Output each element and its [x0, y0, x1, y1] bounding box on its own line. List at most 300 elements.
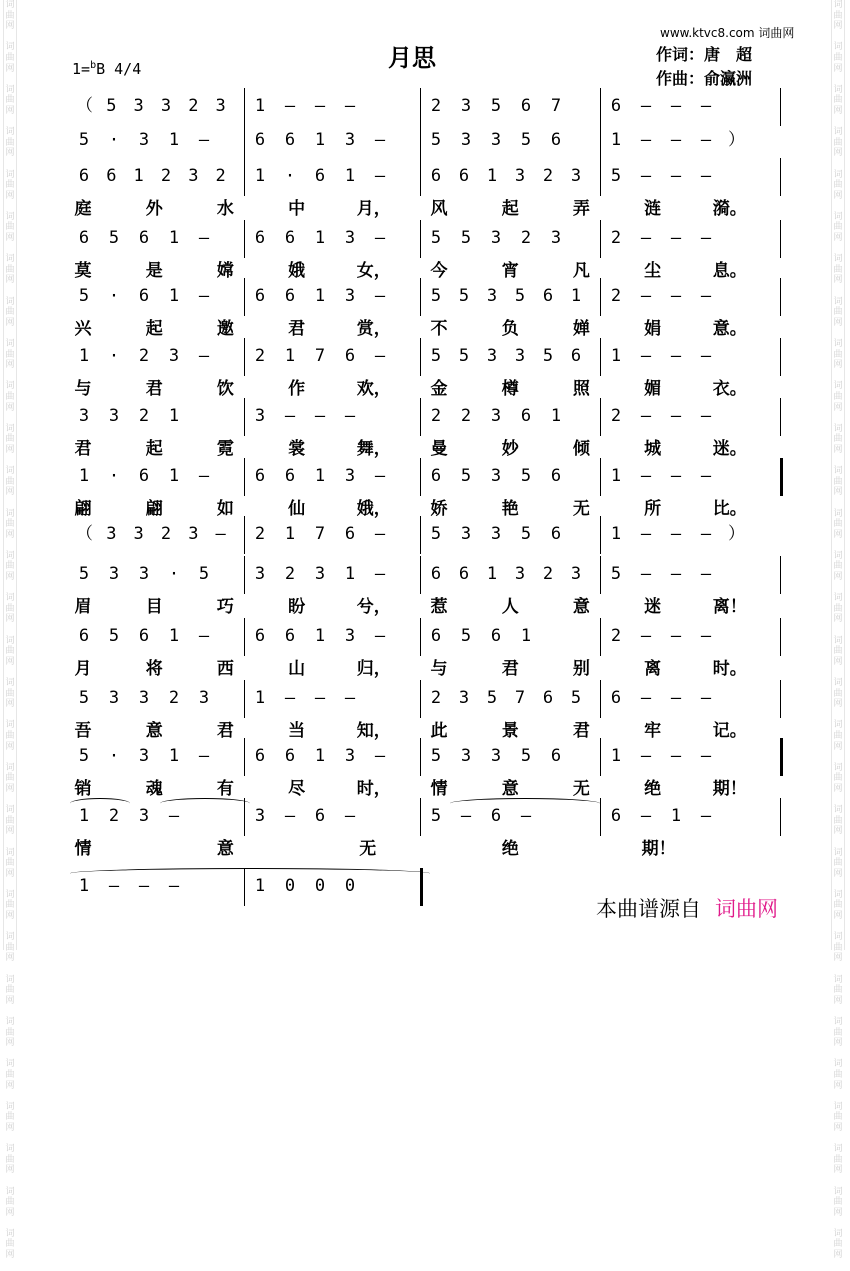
watermark-char: 曲 — [5, 95, 15, 106]
lyric-char: 外 — [145, 199, 163, 219]
lyric-char: 舞， — [356, 439, 391, 459]
watermark-gap — [4, 1218, 16, 1229]
jianpu-note: 6 — [550, 524, 562, 544]
jianpu-note: 6 — [430, 166, 442, 186]
jianpu-note: 3 — [490, 466, 502, 486]
bar-line — [244, 88, 245, 126]
dash-note: — — [640, 466, 652, 486]
lyric-char: 弄 — [572, 199, 590, 219]
jianpu-note: 3 — [486, 286, 498, 306]
jianpu-note: 2 — [108, 806, 120, 826]
bar-line — [600, 122, 601, 160]
watermark-char: 词 — [833, 1186, 843, 1197]
watermark-char: 网 — [833, 63, 843, 74]
watermark-char: 曲 — [833, 942, 843, 953]
jianpu-note: 1 — [78, 466, 90, 486]
bar-line — [780, 158, 781, 196]
dash-note: — — [700, 96, 712, 116]
dash-note: — — [374, 564, 386, 584]
bar-line — [780, 680, 781, 718]
lyric-char: 金 — [430, 379, 448, 399]
watermark-char: 曲 — [5, 519, 15, 530]
watermark-char: 曲 — [5, 900, 15, 911]
jianpu-note: 2 — [160, 166, 172, 186]
jianpu-note: 7 — [514, 688, 526, 708]
jianpu-note: 1 — [168, 746, 180, 766]
dash-note: — — [670, 166, 682, 186]
lyric-char: 归， — [356, 659, 391, 679]
watermark-char: 网 — [833, 105, 843, 116]
watermark-char: 网 — [833, 953, 843, 964]
lyric-char: 仙 — [288, 499, 306, 519]
bar-line — [600, 738, 601, 776]
watermark-char: 词 — [833, 296, 843, 307]
bar-line — [244, 122, 245, 160]
watermark-char: 网 — [5, 529, 15, 540]
dash-note: — — [700, 286, 712, 306]
dash-note: — — [520, 806, 532, 826]
bar-line — [600, 220, 601, 258]
watermark-char: 网 — [5, 1122, 15, 1133]
watermark-char: 网 — [833, 1080, 843, 1091]
dash-note: — — [374, 466, 386, 486]
jianpu-note: 5 — [430, 130, 442, 150]
lyric-char: 比。 — [712, 499, 747, 519]
watermark-char: 曲 — [5, 10, 15, 21]
jianpu-note: 1 — [284, 524, 296, 544]
dash-note: — — [198, 228, 210, 248]
lyric-char: 有 — [216, 779, 234, 799]
site-url[interactable]: www.ktvc8.com 词曲网 — [660, 26, 795, 40]
watermark-char: 词 — [5, 127, 15, 138]
jianpu-note: 2 — [215, 166, 226, 186]
lyric-char: 城 — [644, 439, 662, 459]
watermark-char: 网 — [5, 572, 15, 583]
jianpu-note: 6 — [550, 130, 562, 150]
dash-note: — — [344, 406, 356, 426]
bar-line — [780, 556, 781, 594]
jianpu-note: 7 — [314, 346, 326, 366]
watermark-char: 词 — [5, 720, 15, 731]
dash-note: — — [640, 228, 652, 248]
watermark-char: 网 — [5, 741, 15, 752]
watermark-char: 词 — [833, 211, 843, 222]
jianpu-note: 6 — [254, 130, 266, 150]
watermark-char: 曲 — [833, 349, 843, 360]
dash-note: — — [700, 746, 712, 766]
watermark-char: 词 — [5, 296, 15, 307]
watermark-char: 词 — [833, 84, 843, 95]
jianpu-note: 1 — [314, 228, 326, 248]
jianpu-note: 6 — [610, 688, 622, 708]
jianpu-note: 2 — [284, 564, 296, 584]
watermark-char: 词 — [5, 1228, 15, 1239]
watermark-char: 网 — [833, 995, 843, 1006]
jianpu-note: 6 — [314, 806, 326, 826]
jianpu-note: 5 — [430, 228, 442, 248]
watermark-char: 曲 — [5, 307, 15, 318]
jianpu-note: 6 — [284, 130, 296, 150]
jianpu-note: 6 — [610, 96, 622, 116]
jianpu-note: 5 — [198, 564, 210, 584]
jianpu-note: 5 — [108, 228, 120, 248]
dash-note: — — [700, 626, 712, 646]
lyric-char: 女， — [356, 261, 391, 281]
watermark-char: 词 — [5, 381, 15, 392]
watermark-char: 曲 — [833, 646, 843, 657]
dash-note: — — [314, 688, 326, 708]
watermark-char: 曲 — [5, 349, 15, 360]
watermark-char: 词 — [833, 932, 843, 943]
watermark-char: 网 — [5, 826, 15, 837]
lyric-char: 是 — [145, 261, 163, 281]
watermark-char: 网 — [5, 1080, 15, 1091]
dash-note: — — [670, 228, 682, 248]
bar-line — [420, 680, 421, 718]
jianpu-note: 7 — [550, 96, 562, 116]
lyric-char: 君 — [145, 379, 163, 399]
dash-note: — — [374, 626, 386, 646]
watermark-char: 网 — [5, 402, 15, 413]
jianpu-note: · — [108, 346, 120, 366]
lyric-char: 曼 — [430, 439, 448, 459]
watermark-char: 网 — [833, 1250, 843, 1261]
watermark-char: 词 — [5, 466, 15, 477]
jianpu-note: 1 — [168, 130, 180, 150]
watermark-char: 词 — [833, 720, 843, 731]
jianpu-note: 6 — [430, 564, 442, 584]
dash-note: — — [640, 130, 652, 150]
lyric-char: 中 — [288, 199, 306, 219]
jianpu-note: 1 — [168, 466, 180, 486]
lyric-char: 凡 — [572, 261, 590, 281]
watermark-char: 网 — [5, 21, 15, 32]
bar-line — [600, 338, 601, 376]
jianpu-note: 5 — [520, 524, 532, 544]
jianpu-note: 3 — [344, 130, 356, 150]
jianpu-note: 1 — [610, 746, 622, 766]
jianpu-note: 6 — [542, 688, 554, 708]
watermark-char: 曲 — [5, 730, 15, 741]
lyric-char: 艳 — [501, 499, 519, 519]
source-brand[interactable]: 词曲网 — [715, 897, 778, 921]
jianpu-note: 7 — [314, 524, 326, 544]
watermark-char: 曲 — [833, 985, 843, 996]
dash-note: — — [198, 286, 210, 306]
jianpu-note: 2 — [254, 346, 266, 366]
watermark-gap — [4, 1006, 16, 1017]
dash-note: — — [640, 166, 652, 186]
jianpu-note: 0 — [314, 876, 326, 896]
lyric-char: 绝 — [501, 839, 519, 859]
watermark-char: 曲 — [5, 561, 15, 572]
dash-note: — — [198, 466, 210, 486]
bar-line — [244, 516, 245, 554]
lyric-char: 樽 — [501, 379, 519, 399]
watermark-char: 曲 — [833, 1154, 843, 1165]
watermark-char: 曲 — [833, 391, 843, 402]
bar-line — [244, 738, 245, 776]
watermark-char: 曲 — [833, 519, 843, 530]
lyric-char: 迷 — [644, 597, 662, 617]
key-rest: B 4/4 — [96, 60, 142, 78]
lyric-char: 期！ — [641, 839, 676, 859]
bar-line — [420, 516, 421, 554]
dash-note: — — [374, 346, 386, 366]
watermark-char: 曲 — [5, 688, 15, 699]
watermark-char: 曲 — [833, 858, 843, 869]
jianpu-note: 5 — [108, 626, 120, 646]
bar-line — [420, 398, 421, 436]
lyric-char: 媚 — [644, 379, 662, 399]
lyric-char: 尘 — [644, 261, 662, 281]
watermark-char: 词 — [5, 254, 15, 265]
watermark-char: 词 — [5, 508, 15, 519]
dash-note: — — [314, 96, 326, 116]
dash-note: — — [284, 688, 296, 708]
jianpu-note: 1 — [168, 286, 180, 306]
jianpu-note: 3 — [344, 286, 356, 306]
jianpu-note: 3 — [138, 806, 150, 826]
lyric-char: 时。 — [712, 659, 747, 679]
watermark-char: 网 — [833, 614, 843, 625]
lyric-char: 盼 — [288, 597, 306, 617]
jianpu-note: 5 — [486, 688, 498, 708]
jianpu-note: 3 — [133, 524, 144, 544]
lyric-char: 水 — [216, 199, 234, 219]
jianpu-note: （ — [76, 96, 93, 116]
bar-line — [600, 516, 601, 554]
jianpu-note: 3 — [138, 746, 150, 766]
watermark-char: 网 — [833, 1165, 843, 1176]
jianpu-note: 6 — [458, 564, 470, 584]
jianpu-note: 5 — [610, 166, 622, 186]
dash-note: — — [700, 806, 712, 826]
jianpu-note: 5 — [610, 564, 622, 584]
jianpu-note: 3 — [108, 688, 120, 708]
dash-note: — — [344, 806, 356, 826]
watermark-char: 网 — [833, 317, 843, 328]
bar-line — [244, 618, 245, 656]
lyric-char: 销 — [74, 779, 92, 799]
lyric-char: 如 — [216, 499, 234, 519]
jianpu-note: 3 — [550, 228, 562, 248]
watermark-char: 网 — [833, 868, 843, 879]
lyricist-credit: 作词：唐 超 — [656, 45, 753, 64]
watermark-char: 曲 — [5, 1239, 15, 1250]
jianpu-note: 6 — [78, 626, 90, 646]
watermark-char: 词 — [833, 508, 843, 519]
dash-note: — — [640, 564, 652, 584]
dash-note: — — [284, 806, 296, 826]
bar-line — [420, 618, 421, 656]
jianpu-note: 3 — [314, 564, 326, 584]
watermark-gap — [832, 1261, 844, 1271]
jianpu-note: 2 — [138, 406, 150, 426]
lyric-char: 邀 — [216, 319, 234, 339]
watermark-char: 网 — [5, 1207, 15, 1218]
watermark-char: 词 — [833, 805, 843, 816]
jianpu-note: 1 — [314, 626, 326, 646]
watermark-char: 网 — [5, 360, 15, 371]
jianpu-note: 2 — [160, 524, 172, 544]
jianpu-note: 1 — [570, 286, 582, 306]
watermark-char: 词 — [833, 0, 843, 10]
jianpu-note: 6 — [254, 228, 266, 248]
jianpu-note: 3 — [254, 406, 266, 426]
jianpu-note: 3 — [490, 406, 502, 426]
dash-note: — — [314, 406, 326, 426]
jianpu-note: 6 — [138, 286, 150, 306]
lyric-char: 作 — [288, 379, 306, 399]
lyric-char: 山 — [288, 659, 306, 679]
lyric-char: 与 — [430, 659, 448, 679]
watermark-gap — [4, 964, 16, 975]
dash-note: — — [344, 688, 356, 708]
jianpu-note: 6 — [430, 466, 442, 486]
jianpu-note: 1 — [254, 876, 266, 896]
bar-line — [244, 458, 245, 496]
watermark-char: 网 — [833, 444, 843, 455]
lyric-char: 负 — [501, 319, 519, 339]
jianpu-note: 0 — [344, 876, 356, 896]
watermark-char: 网 — [833, 1207, 843, 1218]
dash-note: — — [374, 130, 386, 150]
jianpu-note: 6 — [458, 166, 470, 186]
watermark-char: 词 — [833, 1228, 843, 1239]
bar-line — [600, 680, 601, 718]
slur-mark — [160, 798, 250, 809]
dash-note: — — [374, 286, 386, 306]
watermark-char: 词 — [833, 762, 843, 773]
jianpu-note: 3 — [133, 96, 144, 116]
jianpu-note: · — [108, 130, 120, 150]
bar-line — [420, 798, 421, 836]
jianpu-note: 3 — [108, 564, 120, 584]
bar-line — [780, 278, 781, 316]
lyric-char: 离 — [644, 659, 662, 679]
lyric-char: 人 — [501, 597, 519, 617]
watermark-char: 曲 — [833, 730, 843, 741]
watermark-char: 曲 — [833, 1069, 843, 1080]
dash-note: — — [168, 806, 180, 826]
watermark-char: 词 — [5, 42, 15, 53]
watermark-char: 词 — [833, 678, 843, 688]
watermark-char: 网 — [833, 148, 843, 159]
jianpu-note: 6 — [430, 626, 442, 646]
jianpu-note: 3 — [490, 746, 502, 766]
jianpu-note: 5 — [460, 466, 472, 486]
lyric-char: 娥 — [288, 261, 306, 281]
source-footer — [596, 893, 778, 923]
jianpu-note: 3 — [460, 524, 472, 544]
watermark-gap — [832, 1006, 844, 1017]
jianpu-note: 3 — [460, 96, 472, 116]
watermark-char: 词 — [5, 889, 15, 900]
jianpu-note: 5 — [78, 130, 90, 150]
dash-note: — — [700, 228, 712, 248]
jianpu-note: 3 — [78, 406, 90, 426]
watermark-char: 曲 — [5, 391, 15, 402]
jianpu-note: 3 — [138, 688, 150, 708]
watermark-char: 曲 — [5, 646, 15, 657]
lyric-char: 眉 — [74, 597, 92, 617]
watermark-char: 曲 — [833, 222, 843, 233]
jianpu-note: 2 — [610, 626, 622, 646]
jianpu-note: 3 — [168, 346, 180, 366]
jianpu-note: 3 — [514, 564, 526, 584]
jianpu-note: 3 — [570, 166, 582, 186]
jianpu-note: 6 — [254, 626, 266, 646]
dash-note: — — [198, 746, 210, 766]
jianpu-note: 6 — [138, 626, 150, 646]
watermark-char: 词 — [5, 1017, 15, 1027]
watermark-char: 词 — [5, 1144, 15, 1155]
jianpu-note: 1 — [610, 346, 622, 366]
dash-note: — — [700, 688, 712, 708]
watermark-char: 词 — [5, 211, 15, 222]
jianpu-note: 1 — [78, 806, 90, 826]
bar-line — [420, 278, 421, 316]
jianpu-note: 1 — [610, 524, 622, 544]
watermark-char: 曲 — [5, 180, 15, 191]
watermark-char: 曲 — [5, 476, 15, 487]
dash-note: — — [700, 524, 712, 544]
jianpu-note: 1 — [254, 166, 266, 186]
jianpu-note: 1 — [314, 466, 326, 486]
watermark-char: 网 — [833, 529, 843, 540]
watermark-char: 词 — [5, 847, 15, 858]
watermark-gap — [4, 1091, 16, 1102]
watermark-char: 曲 — [833, 688, 843, 699]
dash-note: — — [670, 626, 682, 646]
jianpu-note: 1 — [314, 746, 326, 766]
lyric-char: 月 — [74, 659, 92, 679]
watermark-char: 曲 — [833, 603, 843, 614]
dash-note: — — [670, 406, 682, 426]
jianpu-note: 1 — [254, 96, 266, 116]
lyric-char: 离！ — [712, 597, 747, 617]
lyric-char: 知， — [356, 721, 391, 741]
jianpu-note: 5 — [106, 96, 117, 116]
watermark-char: 曲 — [833, 307, 843, 318]
jianpu-note: 2 — [168, 688, 180, 708]
jianpu-note: 1 — [78, 876, 90, 896]
jianpu-note: 3 — [188, 524, 199, 544]
watermark-char: 曲 — [833, 434, 843, 445]
lyric-char: 君 — [501, 659, 519, 679]
watermark-char: 网 — [5, 444, 15, 455]
jianpu-note: 2 — [610, 286, 622, 306]
jianpu-note: 5 — [430, 746, 442, 766]
dash-note: — — [198, 130, 210, 150]
dash-note: — — [700, 406, 712, 426]
jianpu-note: 3 — [344, 228, 356, 248]
jianpu-note: 3 — [344, 466, 356, 486]
lyric-char: 魂 — [145, 779, 163, 799]
lyric-char: 意。 — [712, 319, 747, 339]
jianpu-note: 3 — [460, 746, 472, 766]
watermark-char: 词 — [5, 678, 15, 688]
jianpu-note: 5 — [78, 286, 90, 306]
lyric-char: 时， — [356, 779, 391, 799]
bar-line — [420, 458, 421, 496]
jianpu-note: 3 — [188, 166, 199, 186]
jianpu-note: 6 — [314, 166, 326, 186]
lyric-char: 漪。 — [712, 199, 747, 219]
watermark-char: 词 — [833, 423, 843, 434]
watermark-char: 词 — [833, 254, 843, 265]
